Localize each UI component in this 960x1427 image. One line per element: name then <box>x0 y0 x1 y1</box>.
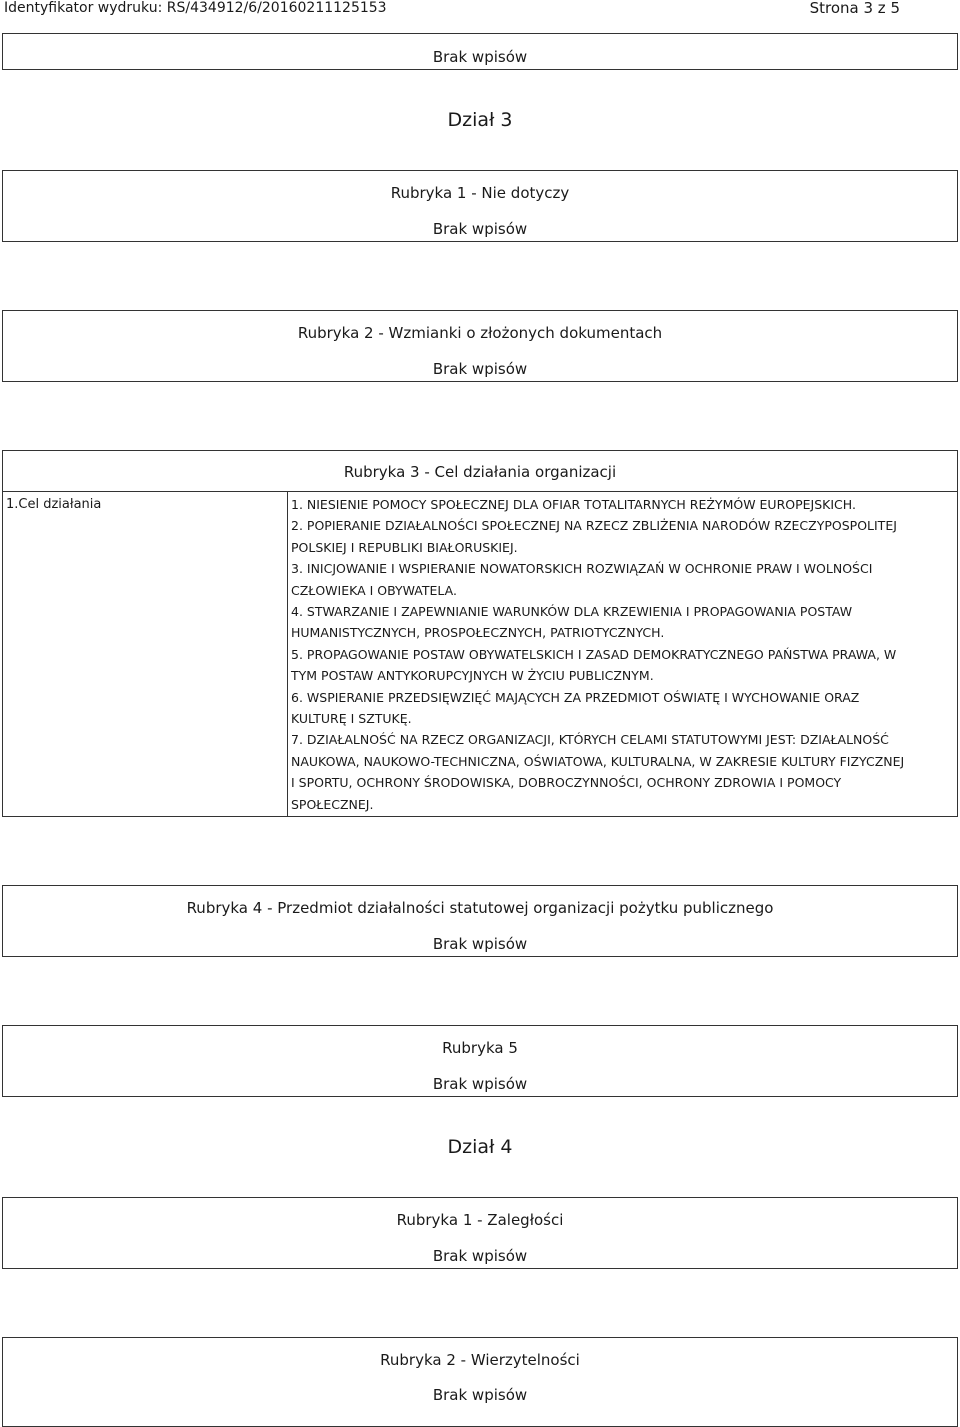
cel-item: I SPORTU, OCHRONY ŚRODOWISKA, DOBROCZYNNOŚCI, OCHRONY ZDROWIA I POMOCY <box>291 775 842 791</box>
print-identifier: Identyfikator wydruku: RS/434912/6/20160211125153 <box>4 0 387 16</box>
cel-item: 6. WSPIERANIE PRZEDSIĘWZIĘĆ MAJĄCYCH ZA PRZEDMIOT OŚWIATĘ I WYCHOWANIE ORAZ <box>291 689 860 705</box>
dzial-4-rubryka-2-title: Rubryka 2 - Wierzytelności <box>380 1351 580 1369</box>
empty-entry-2: Brak wpisów <box>432 360 528 378</box>
dzial-3-title: Dział 3 <box>447 109 513 131</box>
cel-item: 1. NIESIENIE POMOCY SPOŁECZNEJ DLA OFIAR TOTALITARNYCH REŻYMÓW EUROPEJSKICH. <box>291 497 856 512</box>
cel-item: HUMANISTYCZNYCH, PROSPOŁECZNYCH, PATRIOTYCZNYCH. <box>291 625 665 641</box>
cel-item: CZŁOWIEKA I OBYWATELA. <box>291 582 457 598</box>
empty-entry-5: Brak wpisów <box>432 1075 528 1093</box>
cel-item: 7. DZIAŁALNOŚĆ NA RZECZ ORGANIZACJI, KTÓRYCH CELAMI STATUTOWYMI JEST: DZIAŁALNOŚĆ <box>291 732 889 748</box>
page-number: Strona 3 z 5 <box>809 0 900 17</box>
empty-entry-7: Brak wpisów <box>432 1386 528 1404</box>
rubryka-5-title: Rubryka 5 <box>442 1039 518 1057</box>
empty-entry-4: Brak wpisów <box>432 935 528 953</box>
cel-item: TYM POSTAW ANTYKORUPCYJNYCH W ŻYCIU PUBLICZNYM. <box>291 668 654 684</box>
empty-entry-1: Brak wpisów <box>432 220 528 238</box>
cel-item: POLSKIEJ I REPUBLIKI BIAŁORUSKIEJ. <box>291 539 518 555</box>
cel-item: SPOŁECZNEJ. <box>291 796 374 812</box>
rubryka-4-title: Rubryka 4 - Przedmiot działalności statutowej organizacji pożytku publicznego <box>186 899 774 917</box>
rubryka-1-title: Rubryka 1 - Nie dotyczy <box>390 184 570 202</box>
cel-dzialania-list <box>291 494 951 815</box>
rubryka-3-divider <box>2 491 958 492</box>
cel-item: 5. PROPAGOWANIE POSTAW OBYWATELSKICH I ZASAD DEMOKRATYCZNEGO PAŃSTWA PRAWA, W <box>291 646 897 662</box>
cel-item: 4. STWARZANIE I ZAPEWNIANIE WARUNKÓW DLA KRZEWIENIA I PROPAGOWANIA POSTAW <box>291 604 853 620</box>
cel-dzialania-label: 1.Cel działania <box>6 497 102 512</box>
cel-item: KULTURĘ I SZTUKĘ. <box>291 711 412 727</box>
rubryka-3-column-divider <box>287 491 288 817</box>
cel-item: 2. POPIERANIE DZIAŁALNOŚCI SPOŁECZNEJ NA RZECZ ZBLIŻENIA NARODÓW RZECZYPOSPOLITEJ <box>291 518 897 534</box>
empty-entry-6: Brak wpisów <box>432 1247 528 1265</box>
rubryka-2-title: Rubryka 2 - Wzmianki o złożonych dokumentach <box>297 324 663 342</box>
dzial-4-title: Dział 4 <box>447 1136 513 1158</box>
empty-entry-0: Brak wpisów <box>432 48 528 66</box>
dzial-4-rubryka-1-title: Rubryka 1 - Zaległości <box>396 1211 564 1229</box>
cel-item: 3. INICJOWANIE I WSPIERANIE NOWATORSKICH ROZWIĄZAŃ W OCHRONIE PRAW I WOLNOŚCI <box>291 561 873 577</box>
cel-item: NAUKOWA, NAUKOWO-TECHNICZNA, OŚWIATOWA, KULTURALNA, W ZAKRESIE KULTURY FIZYCZNEJ <box>291 753 905 769</box>
rubryka-3-title: Rubryka 3 - Cel działania organizacji <box>343 463 617 481</box>
